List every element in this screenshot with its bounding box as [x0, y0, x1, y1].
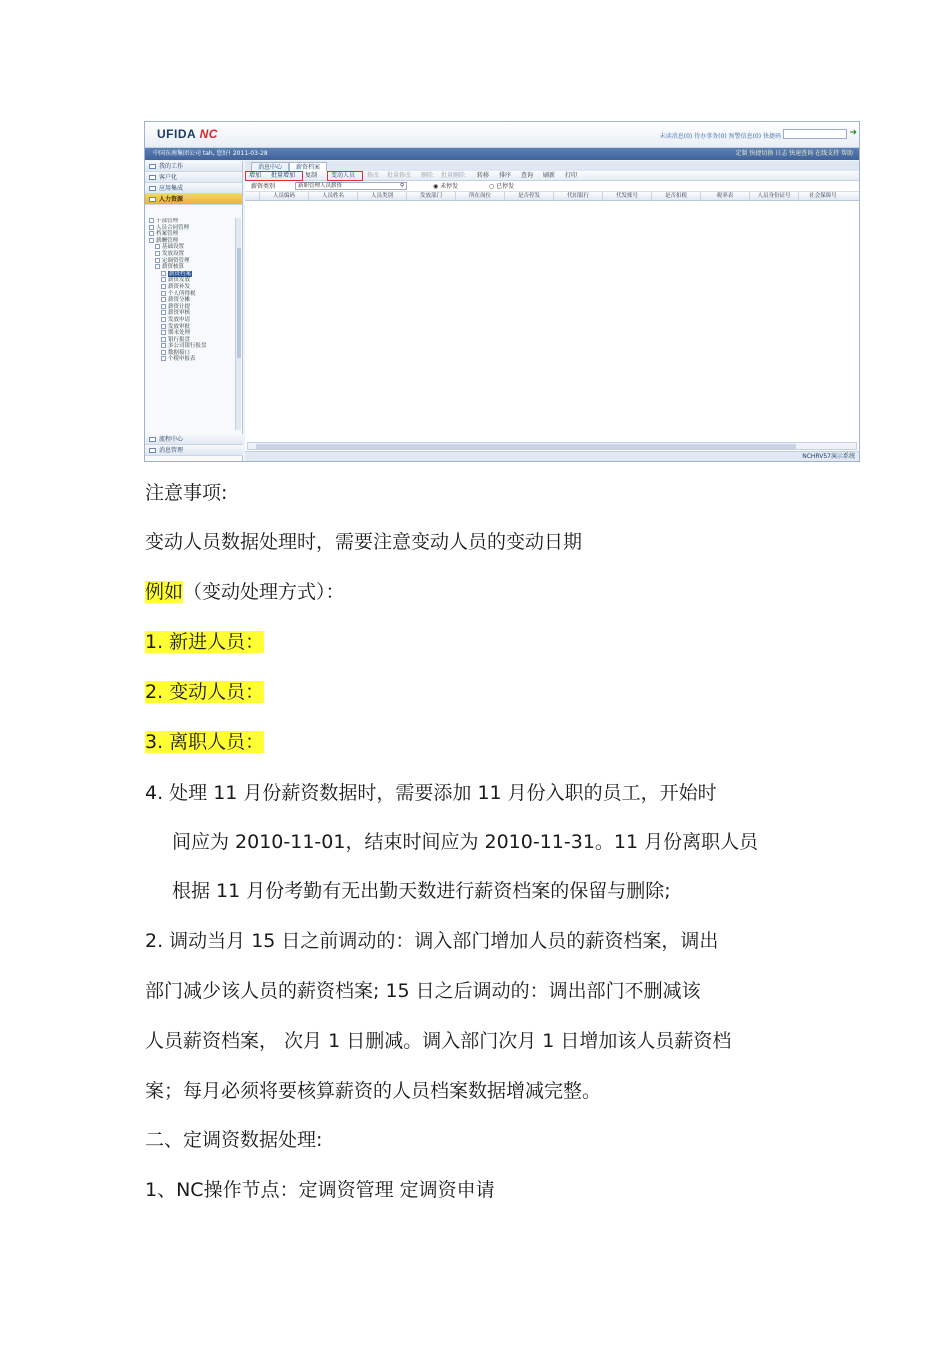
grid-column-header[interactable]: 所在岗位	[455, 192, 504, 201]
toolbar-button[interactable]: 转移	[477, 172, 490, 179]
tree-item[interactable]	[145, 264, 235, 271]
tab-salary-archive[interactable]: 薪资档案	[289, 162, 327, 171]
tree-item[interactable]	[145, 244, 235, 251]
grid-column-header[interactable]: 是否扣税	[651, 192, 700, 201]
tree-item[interactable]	[145, 324, 235, 331]
status-bar: NCHRV57演示系统	[245, 451, 859, 461]
tree-node-icon	[149, 225, 154, 230]
tree-item-label: 发放设置	[162, 250, 185, 257]
ufida-nc-logo: UFIDA NC	[157, 127, 218, 141]
quick-code-input[interactable]	[783, 129, 847, 139]
note-heading: 注意事项:	[145, 482, 228, 504]
work-area	[245, 161, 859, 461]
tree-node-icon	[155, 258, 160, 263]
tree-item-label: 个人所得税	[168, 290, 196, 297]
salary-class-select[interactable]: 新职管理人员薪资 ⚲	[295, 182, 407, 190]
tree-item-label: 薪资发放	[168, 277, 191, 284]
tree-node-icon	[161, 337, 166, 342]
tree-node-icon	[161, 291, 166, 296]
tree-item[interactable]	[145, 218, 235, 225]
tree-item-label: 薪资补发	[168, 283, 191, 290]
grid-column-header[interactable]: 是否停发	[504, 192, 553, 201]
folder-icon	[149, 448, 156, 453]
tree-item-label: 人员合同管理	[156, 224, 190, 231]
tab-strip	[245, 161, 859, 171]
tree-item-label: 薪资审核	[168, 310, 191, 317]
embedded-nc-screenshot	[144, 121, 860, 462]
tree-item[interactable]	[145, 238, 235, 245]
nav-message-mgmt[interactable]: 消息管理	[145, 445, 243, 456]
people-icon	[149, 197, 156, 202]
tree-node-icon	[161, 297, 166, 302]
tree-node-icon	[161, 310, 166, 315]
tree-node-icon	[155, 264, 160, 269]
grid-body[interactable]	[245, 201, 859, 441]
tree-item-label: 期末处理	[168, 330, 191, 337]
toolbar-button[interactable]: 查询	[521, 172, 534, 179]
toolbar-button[interactable]: 批量删除	[441, 172, 466, 179]
item-left-staff: 3. 离职人员：	[145, 731, 265, 753]
radio-not-stopped[interactable]: ◉ 未停发	[433, 183, 459, 190]
toolbar	[245, 171, 859, 181]
grid-column-header[interactable]: 人员编码	[259, 192, 308, 201]
nav-my-work[interactable]: 我的工作	[145, 161, 242, 172]
tree-node-icon	[161, 284, 166, 289]
tree-node-icon	[155, 244, 160, 249]
item4-line2: 间应为 2010-11-01，结束时间应为 2010-11-31。11 月份离职人员	[172, 831, 759, 853]
welcome-bar	[145, 148, 859, 160]
tree-item-label: 档案管理	[156, 231, 179, 238]
tree-item[interactable]	[145, 310, 235, 317]
tree-node-icon	[161, 343, 166, 348]
grid-column-header[interactable]: 代发账号	[602, 192, 651, 201]
transfer-line3: 人员薪资档案， 次月 1 日删减。调入部门次月 1 日增加该人员薪资档	[145, 1030, 732, 1052]
item-new-staff: 1. 新进人员：	[145, 631, 265, 653]
folder-icon	[149, 437, 156, 442]
nav-process-center[interactable]: 流程中心	[145, 434, 243, 445]
function-tree	[145, 218, 235, 430]
tree-item-label: 薪资档案	[169, 270, 192, 277]
tree-item-label: 发放申请	[168, 316, 191, 323]
item4-line1: 4. 处理 11 月份薪资数据时，需要添加 11 月份入职的员工，开始时	[145, 782, 717, 804]
grid-column-header[interactable]: 发放部门	[406, 192, 455, 201]
toolbar-button[interactable]: 批量修改	[387, 172, 412, 179]
filter-bar	[245, 181, 859, 192]
tree-node-icon	[161, 317, 166, 322]
grid-column-header[interactable]: 人员姓名	[308, 192, 357, 201]
search-icon[interactable]: ⚲	[399, 183, 404, 189]
example-line: 例如（变动处理方式）：	[145, 581, 345, 603]
tree-item[interactable]	[145, 251, 235, 258]
tree-item[interactable]	[145, 277, 235, 284]
filter-label: 薪资类别	[251, 183, 276, 190]
nc-node-line: 1、NC操作节点：定调资管理 定调资申请	[145, 1179, 495, 1201]
tree-node-icon	[149, 238, 154, 243]
tree-item[interactable]	[145, 258, 235, 265]
radio-stopped[interactable]: ○ 已停发	[489, 183, 515, 190]
grid-column-header[interactable]: 社会保障号	[798, 192, 847, 201]
tree-item[interactable]	[145, 271, 235, 278]
tree-item-label: 干部管理	[156, 218, 179, 224]
tree-node-icon	[161, 350, 166, 355]
header-links[interactable]: 未读消息(0) 待办事务(0) 预警信息(0) 快捷码	[659, 133, 781, 140]
folder-icon	[149, 186, 156, 191]
tree-item-label: 基础设置	[162, 244, 185, 251]
tree-node-icon	[161, 356, 166, 361]
tree-item-label: 薪资分摊	[168, 297, 191, 304]
tree-item-label: 银行报盘	[168, 336, 191, 343]
go-arrow-icon[interactable]: ➜	[849, 128, 857, 138]
tree-node-icon	[161, 324, 166, 329]
tree-item[interactable]	[145, 284, 235, 291]
tree-item-label: 个税申报表	[168, 356, 196, 363]
transfer-line1: 2. 调动当月 15 日之前调动的：调入部门增加人员的薪资档案，调出	[145, 930, 719, 952]
welcome-text: 中国东南集团公司 tah, 您好! 2011-03-28	[153, 150, 268, 157]
tree-node-icon	[161, 271, 166, 276]
tree-item[interactable]	[145, 356, 235, 363]
tree-item-label: 数据接口	[168, 349, 191, 356]
tree-item-label: 薪资核算	[162, 264, 185, 271]
tab-message-center[interactable]: 消息中心	[251, 162, 289, 171]
tree-item[interactable]	[145, 291, 235, 298]
tree-item[interactable]	[145, 317, 235, 324]
tree-item-label: 薪酬管理	[156, 237, 179, 244]
toolbar-button[interactable]: 增加	[249, 172, 262, 179]
example-highlight: 例如	[145, 581, 184, 603]
grid-column-header[interactable]: 代扣银行	[553, 192, 602, 201]
toolbar-button[interactable]: 批量增加	[271, 172, 296, 179]
tree-item[interactable]	[145, 297, 235, 304]
item4-line3: 根据 11 月份考勤有无出勤天数进行薪资档案的保留与删除;	[172, 880, 671, 902]
tree-node-icon	[149, 218, 154, 223]
tree-node-icon	[161, 330, 166, 335]
toolbar-button[interactable]: 打印	[565, 172, 578, 179]
tree-item-label: 薪资计提	[168, 303, 191, 310]
folder-icon	[149, 164, 156, 169]
tree-node-icon	[161, 304, 166, 309]
tree-item[interactable]	[145, 343, 235, 350]
grid-column-header[interactable]: 人员身份证号	[749, 192, 798, 201]
grid-column-header[interactable]: 人员类别	[357, 192, 406, 201]
tree-item-label: 发放审批	[168, 323, 191, 330]
transfer-line2: 部门减少该人员的薪资档案; 15 日之后调动的：调出部门不删减该	[145, 980, 701, 1002]
nav-customize[interactable]: 客户化	[145, 172, 242, 183]
item-changed-staff: 2. 变动人员：	[145, 681, 265, 703]
section-heading: 二、定调资数据处理:	[145, 1129, 323, 1151]
toolbar-button[interactable]: 变动人员	[331, 172, 356, 179]
toolbar-button[interactable]: 复制	[305, 172, 318, 179]
tree-item-label: 定调资管理	[162, 257, 190, 264]
tree-item[interactable]	[145, 231, 235, 238]
toolbar-button[interactable]: 修改	[367, 172, 380, 179]
note-line: 变动人员数据处理时，需要注意变动人员的变动日期	[145, 531, 583, 553]
toolbar-button[interactable]: 排序	[499, 172, 512, 179]
horizontal-scrollbar[interactable]	[247, 442, 857, 450]
grid-column-header[interactable]: 税率表	[700, 192, 749, 201]
bar-shortcuts[interactable]: 定制 快捷切换 日志 快速查询 在线支持 帮助	[735, 150, 853, 157]
toolbar-button[interactable]: 删除	[421, 172, 434, 179]
folder-icon	[149, 175, 156, 180]
tree-node-icon	[149, 231, 154, 236]
nav-integration[interactable]: 应用集成	[145, 183, 242, 194]
nav-hr[interactable]: 人力资源	[145, 194, 242, 205]
tree-item[interactable]	[145, 330, 235, 337]
toolbar-button[interactable]: 刷新	[543, 172, 556, 179]
left-nav	[145, 161, 243, 461]
tree-node-icon	[161, 277, 166, 282]
grid-header	[245, 192, 859, 201]
tree-scrollbar[interactable]	[235, 218, 241, 430]
tree-item-label: 多公司银行报盘	[168, 343, 207, 350]
transfer-line4: 案；每月必须将要核算薪资的人员档案数据增减完整。	[145, 1080, 602, 1102]
tree-node-icon	[155, 251, 160, 256]
nc-header	[145, 122, 859, 148]
tree-item[interactable]	[145, 304, 235, 311]
